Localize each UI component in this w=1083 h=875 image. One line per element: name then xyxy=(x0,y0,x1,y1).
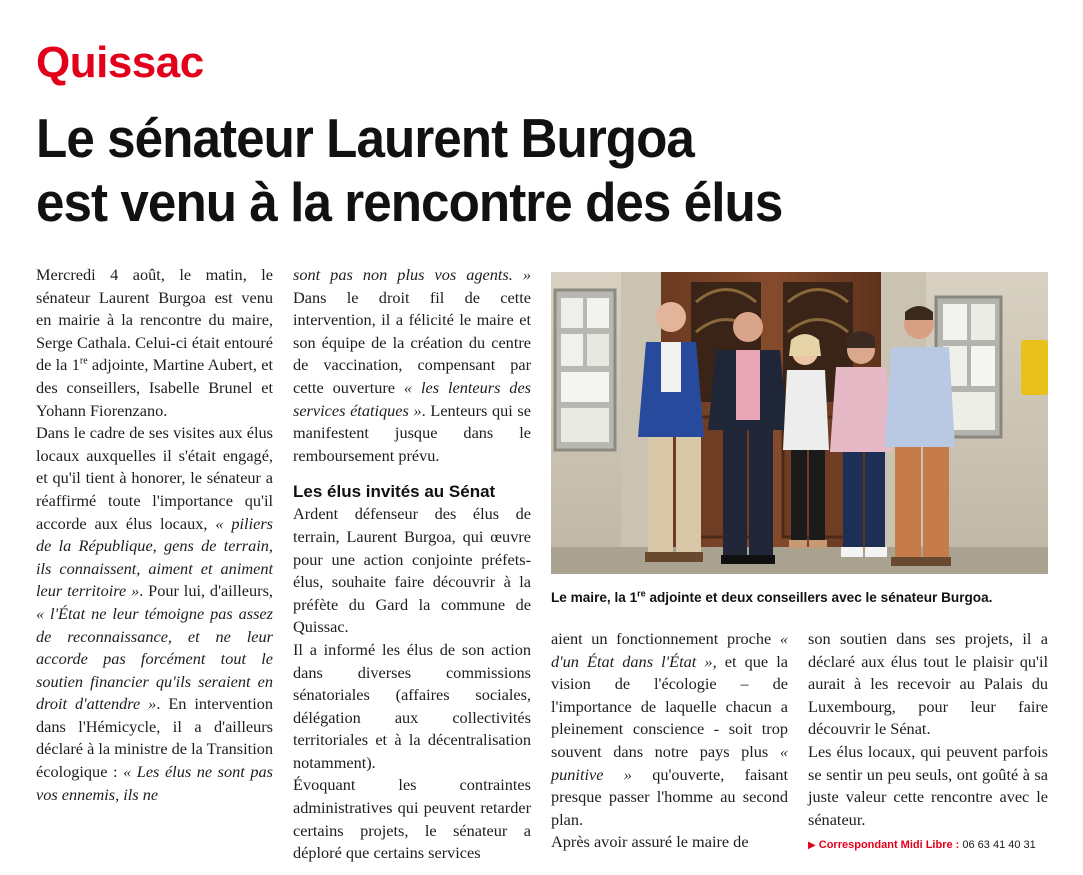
text-run: Dans le cadre de ses visites aux élus locaux auxquelles il s'était engagé, et qu'il tient à honorer, le sénateur a réaffirmé toute l'importance qu'il accorde aux élus locaux, xyxy=(36,423,273,533)
text-column-1 xyxy=(36,264,273,806)
quote: « l'État ne leur témoigne pas assez de reconnaissance, et ne leur accorde pas forcément tout le soutien financier qu'ils seraient en droit d'attendre » xyxy=(36,603,273,714)
text-run: adjointe, Martine Aubert, et des conseillers, Isabelle Brunel et Yohann Fiorenzano. xyxy=(36,355,274,420)
triangle-right-icon: ▶ xyxy=(808,840,816,852)
paragraph: Les élus locaux, qui peuvent parfois se sentir un peu seuls, ont goûté à sa juste valeur cette rencontre avec le sénateur. xyxy=(808,741,1048,829)
paragraph xyxy=(36,422,273,806)
section-subheading: Les élus invités au Sénat xyxy=(293,482,496,502)
quote: « piliers de la République, gens de terrain, ils connaissent, aiment et animent leur territoire » xyxy=(36,513,273,601)
quote: « les lenteurs des services étatiques » xyxy=(293,377,532,420)
text-run: . Pour lui, d'ailleurs, xyxy=(139,581,273,601)
headline-line-2: est venu à la rencontre des élus xyxy=(36,171,783,233)
text-run: qu'ouverte, faisant presque passer l'homme au second plan. xyxy=(551,764,788,829)
credit-label: Correspondant Midi Libre : xyxy=(818,839,960,852)
paragraph xyxy=(551,628,788,831)
credit-phone: 06 63 41 40 31 xyxy=(962,839,1036,852)
text-run: Le maire, la 1 xyxy=(551,590,638,605)
text-run: . En intervention dans l'Hémicycle, il a d'ailleurs déclaré à la ministre de la Transition écologique : xyxy=(36,694,273,782)
headline-line-1: Le sénateur Laurent Burgoa xyxy=(36,107,694,169)
article-headline xyxy=(36,106,985,234)
article-photo xyxy=(551,272,1048,574)
text-run: Mercredi 4 août, le matin, le sénateur Laurent Burgoa est venu en mairie à la rencontre du maire, Serge Cathala. Celui-ci était entouré de la 1 xyxy=(36,265,273,375)
paragraph xyxy=(36,264,273,422)
text-column-4 xyxy=(808,628,1048,854)
photo-illustration xyxy=(551,272,1048,574)
paragraph: Il a informé les élus de son action dans diverses commissions sénatoriales (affaires sociales, délégation aux collectivités territoriales et à la décentralisation notamment). xyxy=(293,639,531,772)
paragraph: son soutien dans ses projets, il a déclaré aux élus tout le plaisir qu'il aurait à les recevoir au Palais du Luxembourg, pour leur faire découvrir le Sénat. xyxy=(808,629,1048,739)
quote: « punitive » xyxy=(551,741,788,784)
ground xyxy=(551,547,1048,574)
quote: sont pas non plus vos agents. » xyxy=(293,265,531,284)
text-column-2 xyxy=(293,264,531,865)
quote: « d'un État dans l'État » xyxy=(551,629,788,671)
text-run: adjointe et deux conseillers avec le sénateur Burgoa. xyxy=(645,590,993,605)
text-column-3 xyxy=(551,628,788,854)
text-run: . Lenteurs qui se manifestent jusque dans le remboursement prévu. xyxy=(293,400,531,465)
mailbox xyxy=(1021,340,1048,395)
article-kicker: Quissac xyxy=(36,38,204,87)
superscript: re xyxy=(637,588,646,599)
author-credit xyxy=(808,837,1048,854)
paragraph: Ardent défenseur des élus de terrain, Laurent Burgoa, qui œuvre pour une action conjointe préfets-élus, souhaite faire découvrir à la préfète du Gard la commune de Quissac. xyxy=(293,504,531,637)
paragraph: Évoquant les contraintes administratives qui peuvent retarder certains projets, le sénateur a déploré que certains services xyxy=(293,775,531,863)
text-run: Dans le droit fil de cette intervention, il a félicité le maire et son équipe de la création du centre de vaccination, compensant par cette ouverture xyxy=(293,287,531,397)
paragraph: Après avoir assuré le maire de xyxy=(551,832,749,852)
superscript: re xyxy=(79,355,88,367)
text-run: , et que la vision de l'écologie – de l'importance de laquelle chacun a pleinement conscience - soit trop souvent dans notre pays plus xyxy=(551,651,788,761)
quote: « Les élus ne sont pas vos ennemis, ils ne xyxy=(36,762,273,804)
paragraph xyxy=(293,264,531,467)
text-run: aient un fonctionnement proche xyxy=(551,629,780,648)
photo-caption xyxy=(551,588,1051,608)
